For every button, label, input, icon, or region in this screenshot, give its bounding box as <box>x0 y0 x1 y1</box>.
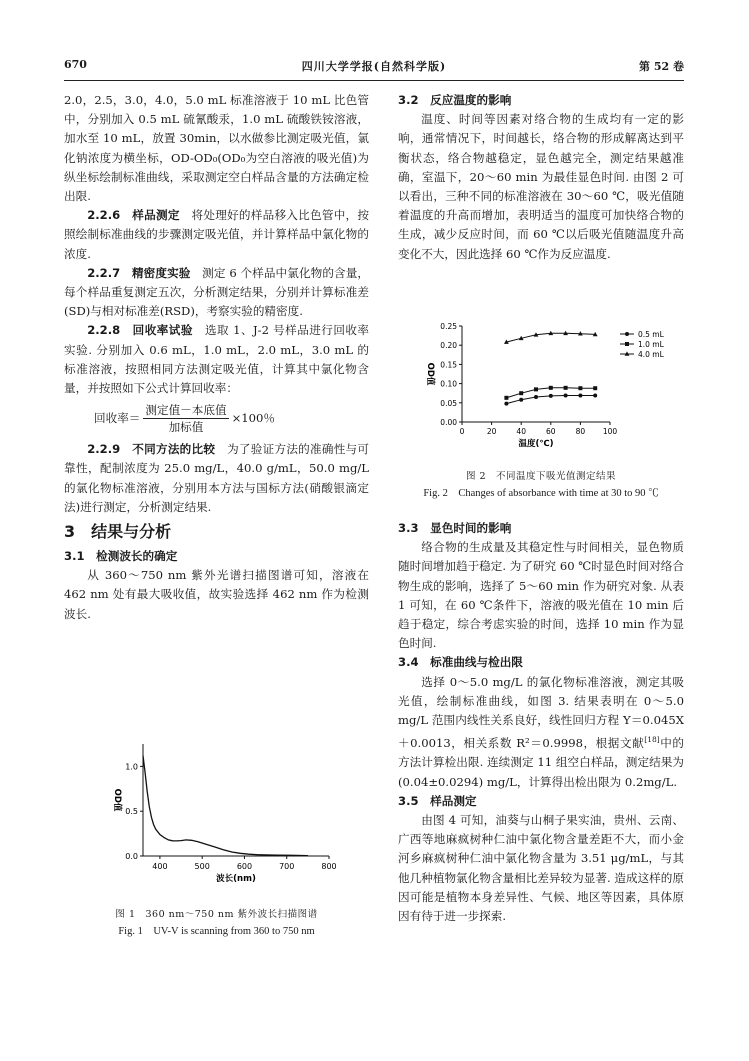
legend-label: 4.0 mL <box>638 350 664 359</box>
x-tick-label: 600 <box>236 862 253 871</box>
section-heading: 2.2.6 样品测定 <box>87 208 180 223</box>
right-column <box>398 91 684 264</box>
left-column <box>64 91 369 624</box>
figure-2-caption <box>398 468 684 500</box>
x-tick-label: 100 <box>602 427 618 436</box>
legend-label: 0.5 mL <box>638 330 664 339</box>
x-tick-label: 80 <box>575 427 586 436</box>
formula-denominator: 加标值 <box>168 419 204 434</box>
data-point <box>549 386 553 390</box>
y-tick-label: 0.05 <box>440 398 457 408</box>
x-tick-label: 700 <box>279 862 295 871</box>
data-point <box>578 386 582 390</box>
y-axis-label: OD值 <box>425 362 435 386</box>
x-axis-label: 波长(nm) <box>216 874 256 884</box>
figure-2-caption-en: Fig. 2 Changes of absorbance with time at 30 to 90 ℃ <box>423 488 659 499</box>
y-tick-label: 0.10 <box>440 379 457 389</box>
citation-ref: [18] <box>644 735 660 745</box>
x-tick-label: 40 <box>516 427 526 436</box>
figure-1-caption-en: Fig. 1 UV-V is scanning from 360 to 750 nm <box>118 926 315 937</box>
section-heading: 2.2.8 回收率试验 <box>87 323 193 338</box>
section-3-5-text: 由图 4 可知，油葵与山桐子果实油，贵州、云南、广西等地麻疯树种仁油中氯化物含量差距不大，而小金河乡麻疯树种仁油中氯化物含量为 3.51 μg/mL，与其他几种植物氯化物含量相比差异较为显著. 造成这样的原因可能是植物本身差异性、气候、地区等因素，具体原因有待于进一步探索. <box>398 812 684 923</box>
section-text: 将处理好的样品移入比色管中，按照绘制标准曲线的步骤测定吸光值，并计算样品中氯化物的浓度. <box>64 208 369 261</box>
section-3-2-heading: 3.2 反应温度的影响 <box>398 93 512 107</box>
data-point <box>534 387 538 391</box>
right-column-lower <box>398 519 684 926</box>
data-point <box>564 394 568 398</box>
figure-1-caption <box>64 906 369 938</box>
section-3-heading: 3 结果与分析 <box>64 522 172 542</box>
formula-rhs: ×100％ <box>231 410 275 425</box>
data-point <box>519 398 523 402</box>
data-point <box>504 402 508 406</box>
section-3-4-text <box>398 673 684 792</box>
section-heading: 2.2.9 不同方法的比较 <box>87 442 216 457</box>
section-text: 选取 1、J-2 号样品进行回收率实验. 分别加入 0.6 mL，1.0 mL，2.0 mL，3.0 mL 的标准溶液，按照相同方法测定吸光值，计算其中氯化物含量，并按照如下公式计算回收率： <box>64 323 369 396</box>
x-tick-label: 800 <box>321 862 337 871</box>
data-point <box>504 396 508 400</box>
section-3-3-heading: 3.3 显色时间的影响 <box>398 521 512 535</box>
section-3-1-heading: 3.1 检测波长的确定 <box>64 549 178 564</box>
section-2-2-8 <box>64 321 369 398</box>
series-square <box>504 340 664 400</box>
x-tick-label: 400 <box>152 862 168 871</box>
recovery-formula <box>94 400 369 436</box>
section-3-1-text: 从 360～750 nm 紫外光谱扫描图谱可知，溶液在 462 nm 处有最大吸收值，故实验选择 462 nm 作为检测波长. <box>64 568 369 621</box>
formula-lhs: 回收率＝ <box>94 410 141 425</box>
volume-label: 第 52 卷 <box>639 60 684 73</box>
data-point <box>593 394 597 398</box>
legend-marker <box>625 342 629 346</box>
figure-2-temperature-chart <box>418 318 686 448</box>
data-point <box>564 386 568 390</box>
section-2-2-6 <box>64 206 369 264</box>
data-point <box>534 395 538 399</box>
series-line <box>143 756 308 856</box>
data-point <box>549 394 553 398</box>
x-tick-label: 20 <box>486 427 497 436</box>
section-3-3-text: 络合物的生成量及其稳定性与时间相关，显色物质随时间增加趋于稳定. 为了研究 60 ℃时显色时间对络合物生成的影响，选择了 5～60 min 作为研究对象. 从表 1 可知，在 60 ℃条件下，溶液的吸光值在 10 min 后趋于稳定，综合考虑实验的时间，选择 10 min 作为显色时间. <box>398 540 684 651</box>
y-tick-label: 0.5 <box>125 807 138 817</box>
y-tick-label: 1.0 <box>125 762 138 772</box>
x-tick-label: 60 <box>546 427 556 436</box>
running-header <box>64 58 684 76</box>
section-heading: 2.2.7 精密度实验 <box>87 265 191 280</box>
x-tick-label: 500 <box>194 862 210 871</box>
y-tick-label: 0.20 <box>440 341 457 351</box>
figure-1-caption-cn: 图 1 360 nm～750 nm 紫外波长扫描图谱 <box>115 909 318 920</box>
data-point <box>519 391 523 395</box>
formula-numerator: 测定值－本底值 <box>145 402 227 417</box>
section-2-2-7 <box>64 264 369 322</box>
figure-1-uv-scan <box>105 738 345 888</box>
header-rule <box>64 80 684 81</box>
x-axis-label: 温度(℃) <box>518 439 554 448</box>
data-point <box>593 386 597 390</box>
section-3-5-heading: 3.5 样品测定 <box>398 793 477 808</box>
paragraph-method-cont: 2.0，2.5，3.0，4.0，5.0 mL 标准溶液于 10 mL 比色管中，分别加入 0.5 mL 硫氰酸汞，1.0 mL 硫酸铁铵溶液，加水至 10 mL，放置 30min，以水做参比测定吸光值，氯化钠浓度为横坐标，OD-OD₀(OD₀为空白溶液的吸光值)为纵坐标绘制标准曲线，采取测定空白样品含量的方法确定检出限. <box>64 93 369 204</box>
section-3-4-text-a: 选择 0～5.0 mg/L 的氯化物标准溶液，测定其吸光值，绘制标准曲线，如图 3. 结果表明在 0～5.0 mg/L 范围内线性关系良好，线性回归方程 Y＝0.045X＋0.0013，相关系数 R²＝0.9998，根据文献 <box>398 674 684 751</box>
legend-label: 1.0 mL <box>638 340 664 349</box>
section-text: 测定 6 个样品中氯化物的含量，每个样品重复测定五次，分析测定结果，分别并计算标准差(SD)与相对标准差(RSD)，考察实验的精密度. <box>64 265 369 319</box>
x-tick-label: 0 <box>459 427 465 436</box>
section-2-2-9 <box>64 440 369 517</box>
section-3-4-heading: 3.4 标准曲线与检出限 <box>398 655 523 670</box>
y-tick-label: 0.15 <box>440 360 457 370</box>
y-tick-label: 0.0 <box>125 852 138 861</box>
formula-fraction <box>143 402 228 435</box>
legend-marker <box>625 332 629 336</box>
y-tick-label: 0.00 <box>440 418 457 427</box>
section-3-4-text-b: 中的方法计算检出限. 连续测定 11 组空白样品，测定结果为(0.04±0.0294) mg/L，计算得出检出限为 0.2mg/L. <box>398 736 684 789</box>
page-number: 670 <box>64 58 87 71</box>
journal-title: 四川大学学报(自然科学版) <box>301 60 447 73</box>
y-axis-label: OD值 <box>112 788 122 812</box>
section-text: 为了验证方法的准确性与可靠性，配制浓度为 25.0 mg/L，40.0 g/mL，50.0 mg/L 的氯化物标准溶液，分别用本方法与国标方法(硝酸银滴定法)进行测定，分析测定结果. <box>64 442 369 514</box>
y-tick-label: 0.25 <box>440 322 457 331</box>
figure-2-caption-cn: 图 2 不同温度下吸光值测定结果 <box>465 471 617 482</box>
section-3-2-text: 温度、时间等因素对络合物的生成均有一定的影响，通常情况下，时间越长，络合物的形成解离达到平衡状态，络合物越稳定，显色越完全，测定结果越准确，室温下，20～60 min 为最佳显色时间. 由图 2 可以看出，三种不同的标准溶液在 30～60 ℃，吸光值随着温度的升高而增加，表明适当的温度可加快络合物的生成，减少反应时间，而 60 ℃以后吸光值随温度升高变化不大，因此选择 60 ℃作为反应温度. <box>398 112 684 261</box>
data-point <box>578 394 582 398</box>
